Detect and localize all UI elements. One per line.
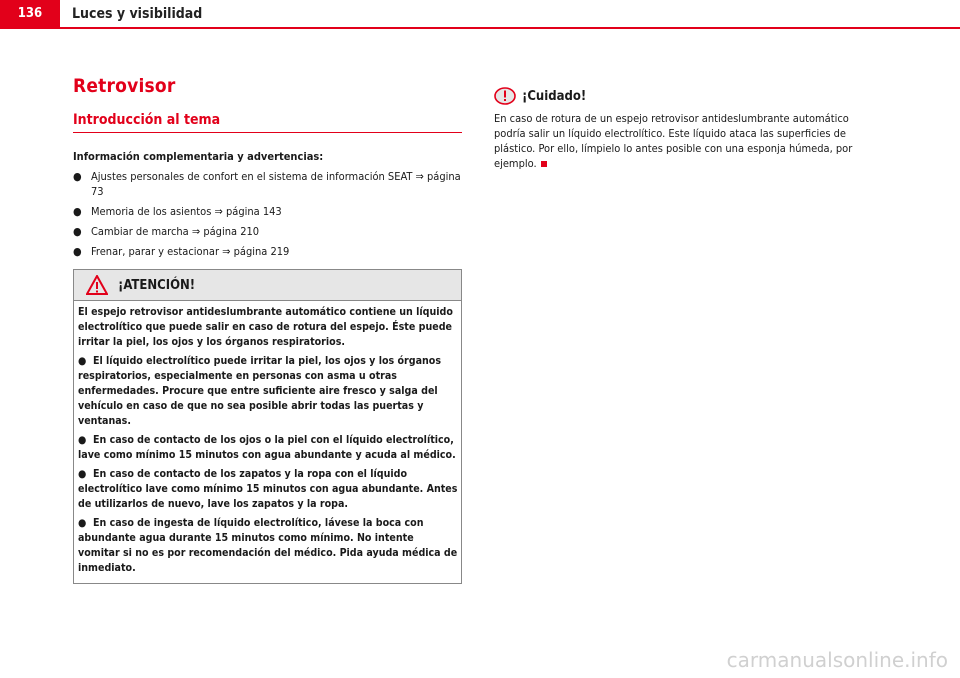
page-header <box>0 0 960 29</box>
warning-box <box>73 269 462 584</box>
list-item[interactable]: ● Cambiar de marcha ⇒ página 210 <box>73 225 260 238</box>
bullet-icon: ● <box>78 355 93 367</box>
bullet-icon: ● <box>73 205 82 218</box>
warning-intro: El espejo retrovisor antideslumbrante automático contiene un líquido electrolítico que puede salir en caso de rotura del espejo. Éste puede irritar la piel, los ojos y los órganos respiratorios. <box>78 306 453 348</box>
bullet-icon: ● <box>73 245 82 258</box>
bullet-icon: ● <box>78 517 93 529</box>
bullet-icon: ● <box>78 434 93 446</box>
warning-title: ¡ATENCIÓN! <box>118 277 196 293</box>
left-column <box>73 75 462 584</box>
warning-triangle-icon <box>86 275 108 295</box>
warning-body <box>74 301 461 583</box>
reference-list <box>73 169 462 259</box>
section-subtitle: Introducción al tema <box>73 112 462 133</box>
bullet-icon: ● <box>73 170 82 183</box>
warning-item: ● En caso de contacto de los ojos o la piel con el líquido electrolítico, lave como mínimo 15 minutos con agua abundante y acuda al médico. <box>78 434 456 461</box>
intro-text: Información complementaria y advertencias: <box>73 150 324 163</box>
chapter-title: Luces y visibilidad <box>72 6 203 22</box>
caution-exclamation-icon <box>494 87 516 105</box>
warning-item: ● En caso de ingesta de líquido electrolítico, lávese la boca con abundante agua durante 15 minutos como mínimo. No intente vomitar si no es por recomendación del médico. Pida ayuda médica de inmediato. <box>78 517 458 574</box>
warning-item: ● En caso de contacto de los zapatos y la ropa con el líquido electrolítico lave como mínimo 15 minutos con agua abundante. Antes de utilizarlos de nuevo, lave los zapatos y la ropa. <box>78 468 458 510</box>
warning-item: ● El líquido electrolítico puede irritar la piel, los ojos y los órganos respiratorios, especialmente en personas con asma u otras enfermedades. Procure que entre suficiente aire fresco y salga del vehículo en caso de que no sea posible abrir todas las puertas y ventanas. <box>78 355 442 427</box>
right-column <box>494 87 883 171</box>
bullet-icon: ● <box>78 468 93 480</box>
caution-text: En caso de rotura de un espejo retrovisor antideslumbrante automático podría salir un líquido electrolítico. Este líquido ataca las superficies de plástico. Por ello, límpielo lo antes posible con una esponja húmeda, por ejemplo. <box>494 112 853 170</box>
page-number: 136 <box>0 0 60 27</box>
caution-header <box>494 87 883 105</box>
end-marker-icon <box>541 161 547 167</box>
caution-title: ¡Cuidado! <box>522 88 587 104</box>
list-item[interactable]: ● Ajustes personales de confort en el sistema de información SEAT ⇒ página 73 <box>73 170 461 198</box>
list-item[interactable]: ● Memoria de los asientos ⇒ página 143 <box>73 205 282 218</box>
watermark: carmanualsonline.info <box>726 648 948 672</box>
bullet-icon: ● <box>73 225 82 238</box>
list-item[interactable]: ● Frenar, parar y estacionar ⇒ página 219 <box>73 245 290 258</box>
warning-header <box>74 270 461 301</box>
section-title: Retrovisor <box>73 75 176 97</box>
